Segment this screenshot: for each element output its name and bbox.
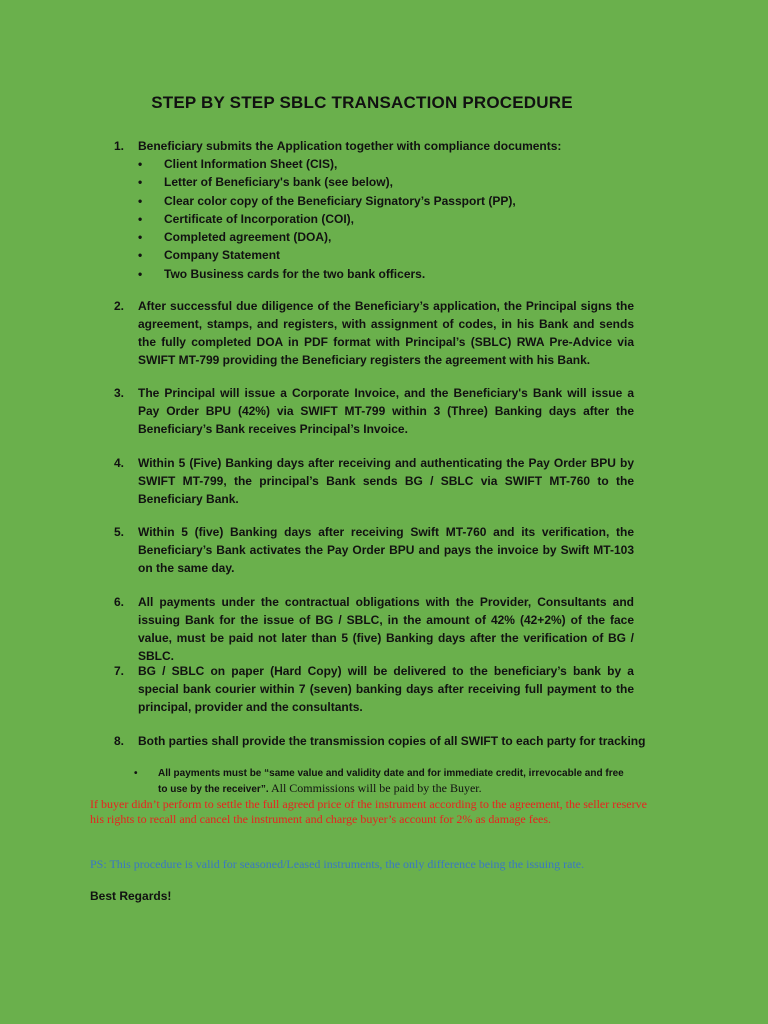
- step-text-part: Beneficiary submits the: [138, 139, 277, 153]
- step-text-part: The Principal will issue a: [138, 386, 292, 400]
- step-number: 4.: [114, 456, 125, 470]
- list-item: • Certificate of Incorporation (COI),: [138, 210, 634, 228]
- list-item: • Clear color copy of the Beneficiary Signatory’s Passport (PP),: [138, 192, 634, 210]
- step-text: [138, 523, 634, 577]
- step-text-bold: BG / SBLC: [404, 474, 474, 488]
- step-text-bold: Swift MT-103 on the same day.: [138, 543, 634, 575]
- step-7: [114, 662, 634, 716]
- compliance-documents-list: [138, 155, 634, 283]
- step-5: [114, 523, 634, 577]
- step-text-part: will issue a: [562, 386, 635, 400]
- step-text-part: All payments under the contractual obligations with the Provider, Consultants and issuing Bank for the issue of BG / SBLC, in the amount of: [138, 595, 634, 627]
- payments-note-text: [158, 766, 624, 797]
- step-number: 6.: [114, 595, 125, 609]
- step-text-part: Within 5 (five) Banking days after receiving: [138, 525, 411, 539]
- step-8: [114, 732, 674, 750]
- step-text-bold: Corporate Invoice: [291, 386, 396, 400]
- step-1: [114, 137, 634, 283]
- step-number: 7.: [114, 664, 125, 678]
- step-text-part: via: [473, 474, 505, 488]
- step-text-part: Within 5 (Five) Banking days after receiving and authenticating the: [138, 456, 529, 470]
- step-text-bold: Pay Order BPU (42%) via SWIFT MT-799: [138, 404, 386, 418]
- step-3: [114, 384, 634, 438]
- step-text-part: Both parties shall provide the transmission copies of all SWIFT to each party for tracking: [138, 734, 646, 748]
- closing-regards: Best Regards!: [90, 889, 172, 903]
- step-text-part: within 3 (Three) Banking days after the Beneficiary’s Bank receives Principal’s Invoice.: [138, 404, 634, 436]
- step-text: [138, 297, 634, 369]
- step-text: [138, 454, 634, 508]
- step-text-part: After successful due diligence of the Beneficiary’s application, the Principal signs the agreement, stamps, and registers, with assignment of codes, in his Bank and sends the fully completed DOA in PDF format with: [138, 299, 634, 349]
- list-item: • Company Statement: [138, 246, 634, 264]
- step-text: [138, 593, 634, 665]
- bullet-icon: •: [134, 768, 138, 779]
- step-number: 1.: [114, 139, 125, 153]
- step-number: 5.: [114, 525, 125, 539]
- list-item: • Completed agreement (DOA),: [138, 228, 634, 246]
- step-text: [138, 662, 634, 716]
- step-text-part: ) will be delivered to the beneficiary’s bank by a special bank courier within 7 (seven) banking days: [138, 664, 634, 696]
- step-6: [114, 593, 634, 665]
- step-text-part: , the principal’s Bank sends: [223, 474, 405, 488]
- commissions-note: All Commissions will be paid by the Buyer.: [268, 781, 482, 795]
- step-text-bold: BG / SBLC.: [138, 631, 635, 663]
- step-text-bold: SWIFT MT-760: [504, 474, 591, 488]
- step-number: 8.: [114, 734, 125, 748]
- step-text-bold: Pay Order BPU by SWIFT MT-799: [138, 456, 634, 488]
- step-text-part: of the face value, must be paid not later than 5 (five) Banking days after the verification of: [138, 613, 635, 645]
- step-text: [138, 384, 634, 438]
- step-text-part: together with compliance documents:: [342, 139, 562, 153]
- step-text-part: BG / SBLC on paper (: [138, 664, 275, 678]
- list-item: • Client Information Sheet (CIS),: [138, 155, 634, 173]
- step-text: [138, 137, 634, 155]
- document-title: STEP BY STEP SBLC TRANSACTION PROCEDURE: [151, 93, 573, 112]
- step-2: [114, 297, 634, 369]
- step-text-bold: Hard Copy: [274, 664, 338, 678]
- step-text-bold: after receiving full payment to the principal, provider and the consultants.: [138, 682, 635, 714]
- step-text-bold: Principal’s (SBLC) RWA Pre-Advice via SWIFT MT-799: [138, 335, 634, 367]
- step-text-part: and its verification, the Beneficiary’s Bank activates the Pay Order BPU and pays the invoice by: [138, 525, 635, 557]
- list-item: • Two Business cards for the two bank officers.: [138, 265, 634, 283]
- step-4: [114, 454, 634, 508]
- step-text-bold: 42% (42+2%): [490, 613, 566, 627]
- step-text-part: providing the Beneficiary registers the agreement with his Bank.: [219, 353, 591, 367]
- ps-note: PS: This procedure is valid for seasoned/Leased instruments, the only difference being the issuing rate.: [90, 857, 585, 871]
- step-number: 2.: [114, 299, 125, 313]
- payments-terms: All payments must be “same value and validity date and for immediate credit, irrevocable and free to use by the receiver”.: [158, 768, 624, 795]
- step-text-bold: Swift MT-760: [410, 525, 487, 539]
- list-item: • Letter of Beneficiary's bank (see below),: [138, 173, 634, 191]
- step-text-bold: Application: [276, 139, 343, 153]
- payments-note: [134, 766, 624, 797]
- step-text: [138, 732, 674, 750]
- step-text-bold: Beneficiary's Bank: [453, 386, 563, 400]
- step-text-part: to the Beneficiary Bank.: [138, 474, 635, 506]
- warning-text: If buyer didn’t perform to settle the full agreed price of the instrument according to the agreement, the seller reserve his rights to recall and cancel the instrument and charge buyer’s account for 2% as damage fees.: [90, 797, 647, 826]
- step-number: 3.: [114, 386, 125, 400]
- step-text-part: , and the: [395, 386, 454, 400]
